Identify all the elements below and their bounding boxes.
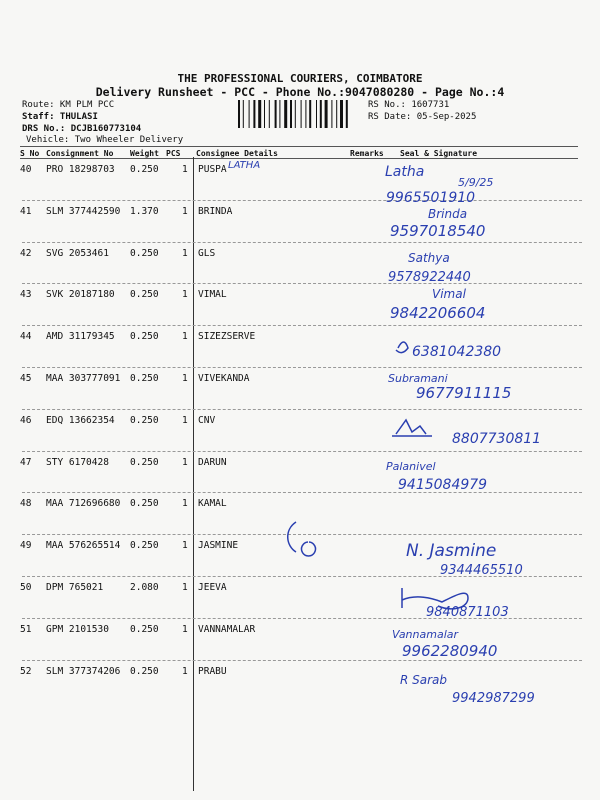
cell-weight: 0.250 (130, 164, 159, 175)
cell-consignee: VIVEKANDA (198, 373, 250, 384)
row-separator (22, 618, 582, 619)
cell-consignment: SVG 2053461 (46, 247, 109, 259)
cell-sno: 47 (20, 456, 32, 468)
cell-pcs: 1 (182, 456, 188, 468)
cell-consignment: AMD 31179345 (46, 331, 115, 343)
row-separator (22, 534, 582, 535)
cell-sno: 41 (20, 205, 32, 217)
cell-consignee: GLS (198, 247, 216, 259)
header-bottom-rule (20, 158, 578, 159)
cell-weight: 0.250 (130, 665, 159, 677)
barcode-bar (269, 100, 270, 128)
cell-pcs: 1 (182, 540, 188, 552)
cell-pcs: 1 (182, 205, 188, 217)
cell-sno: 48 (20, 498, 32, 510)
cell-consignment: EDQ 13662354 (46, 414, 115, 426)
barcode-bar (316, 100, 317, 128)
cell-consignee: VANNAMALAR (198, 623, 256, 635)
cell-sno: 52 (20, 665, 32, 677)
barcode-bar (249, 100, 250, 128)
col-seal: Seal & Signature (400, 149, 478, 158)
sig-46-mark (392, 420, 432, 436)
cell-sno: 40 (20, 164, 32, 175)
cell-sno: 50 (20, 582, 32, 593)
row-separator (22, 325, 582, 326)
consignee-note: LATHA (228, 160, 261, 171)
cell-consignment: MAA 303777091 (46, 373, 121, 384)
cell-weight: 0.250 (130, 623, 159, 635)
sig-42: Sathya (408, 251, 450, 265)
row-separator (22, 660, 582, 661)
cell-consignment: GPM 2101530 (46, 623, 109, 635)
sig-52-phone: 9942987299 (452, 691, 535, 706)
barcode-bar (305, 100, 306, 128)
sig-42-phone: 9578922440 (388, 270, 471, 285)
cell-consignee: BRINDA (198, 205, 233, 217)
runsheet-title: Delivery Runsheet - PCC - Phone No.:9047080280 - Page No.:4 (95, 85, 505, 99)
row-separator (22, 200, 582, 201)
cell-weight: 1.370 (130, 205, 159, 217)
cell-consignment: SLM 377374206 (46, 665, 121, 677)
company-title: THE PROFESSIONAL COURIERS, COIMBATORE (177, 72, 423, 85)
barcode-bar (325, 100, 328, 128)
sig-47: Palanivel (386, 460, 436, 473)
cell-pcs: 1 (182, 164, 188, 175)
cell-sno: 43 (20, 289, 32, 301)
cell-consignee: JEEVA (198, 582, 227, 593)
cell-consignment: SVK 20187180 (46, 289, 115, 301)
cell-consignee: CNV (198, 414, 216, 426)
sig-49: N. Jasmine (406, 541, 497, 561)
sig-50-mark (402, 588, 468, 609)
barcode-bar (284, 100, 287, 128)
sig-40-phone: 9965501910 (386, 190, 476, 206)
barcode-bar (253, 100, 255, 128)
sig-43-phone: 9842206604 (390, 304, 486, 322)
barcode-bar (346, 100, 348, 128)
cell-consignee: JASMINE (198, 540, 239, 552)
sig-41: Brinda (428, 207, 468, 221)
sig-47-phone: 9415084979 (398, 477, 488, 493)
route: Route: KM PLM PCC (22, 100, 115, 110)
cell-pcs: 1 (182, 498, 188, 510)
col-remarks: Remarks (350, 149, 384, 158)
col-sno: S No (20, 149, 40, 158)
cell-sno: 46 (20, 414, 32, 426)
row-separator (22, 492, 582, 493)
cell-consignee: PUSPA (198, 164, 227, 175)
row-separator (22, 367, 582, 368)
cell-consignee: DARUN (198, 456, 227, 468)
cell-sno: 45 (20, 373, 32, 384)
sig-40: Latha (385, 164, 425, 180)
sig-45: Subramani (388, 372, 448, 385)
vehicle: Vehicle: Two Wheeler Delivery (26, 135, 184, 145)
barcode (238, 100, 364, 128)
row-separator (22, 242, 582, 243)
cell-consignment: DPM 765021 (46, 582, 104, 593)
barcode-bar (279, 100, 280, 128)
sig-44-phone: 6381042380 (412, 344, 502, 360)
cell-pcs: 1 (182, 289, 188, 301)
consignee-column-rule (193, 157, 194, 791)
col-consignment: Consignment No (46, 149, 114, 158)
barcode-bar (243, 100, 244, 128)
cell-pcs: 1 (182, 665, 188, 677)
cell-sno: 44 (20, 331, 32, 343)
cell-weight: 0.250 (130, 414, 159, 426)
cell-consignee: VIMAL (198, 289, 227, 301)
cell-consignment: MAA 576265514 (46, 540, 121, 552)
cell-weight: 0.250 (130, 331, 159, 343)
cell-weight: 0.250 (130, 289, 159, 301)
barcode-bar (301, 100, 302, 128)
barcode-bar (320, 100, 322, 128)
sig-44-mark (396, 342, 408, 353)
table-top-rule (20, 146, 578, 147)
barcode-bar (331, 100, 332, 128)
cell-pcs: 1 (182, 582, 188, 593)
row-separator (22, 451, 582, 452)
sig-41-phone: 9597018540 (390, 222, 486, 240)
barcode-bar (275, 100, 277, 128)
barcode-bar (258, 100, 261, 128)
drs-number: DRS No.: DCJB160773104 (22, 124, 142, 134)
sig-43: Vimal (432, 287, 466, 301)
cell-sno: 51 (20, 623, 32, 635)
cell-sno: 42 (20, 247, 32, 259)
cell-pcs: 1 (182, 331, 188, 343)
cell-sno: 49 (20, 540, 32, 552)
stamp-mark (288, 522, 316, 556)
cell-consignee: SIZEZSERVE (198, 331, 256, 343)
sig-45-phone: 9677911115 (416, 384, 512, 402)
col-consignee: Consignee Details (196, 149, 278, 158)
row-separator (22, 283, 582, 284)
sig-40-date: 5/9/25 (458, 176, 494, 189)
sig-49-phone: 9344465510 (440, 563, 523, 578)
sig-50-phone: 9840871103 (426, 605, 509, 620)
barcode-bar (340, 100, 343, 128)
cell-consignee: PRABU (198, 665, 227, 677)
row-separator (22, 576, 582, 577)
cell-pcs: 1 (182, 623, 188, 635)
barcode-bar (238, 100, 240, 128)
col-weight: Weight (130, 149, 159, 158)
cell-consignee: KAMAL (198, 498, 227, 510)
rs-date: RS Date: 05-Sep-2025 (368, 112, 477, 122)
barcode-bar (295, 100, 296, 128)
cell-weight: 0.250 (130, 373, 159, 384)
barcode-bar (309, 100, 311, 128)
cell-pcs: 1 (182, 247, 188, 259)
sig-46-phone: 8807730811 (452, 431, 542, 447)
cell-pcs: 1 (182, 414, 188, 426)
cell-weight: 0.250 (130, 498, 159, 510)
sig-51-phone: 9962280940 (402, 642, 498, 660)
cell-weight: 2.080 (130, 582, 159, 593)
cell-weight: 0.250 (130, 247, 159, 259)
row-separator (22, 409, 582, 410)
cell-weight: 0.250 (130, 540, 159, 552)
cell-consignment: MAA 712696680 (46, 498, 121, 510)
cell-consignment: PRO 18298703 (46, 164, 115, 175)
cell-weight: 0.250 (130, 456, 159, 468)
barcode-bar (290, 100, 292, 128)
cell-pcs: 1 (182, 373, 188, 384)
sig-52: R Sarab (400, 673, 448, 687)
col-pcs: PCS (166, 149, 181, 158)
barcode-bar (264, 100, 265, 128)
cell-consignment: SLM 377442590 (46, 205, 121, 217)
barcode-bar (336, 100, 337, 128)
sig-51: Vannamalar (392, 628, 459, 641)
rs-number: RS No.: 1607731 (368, 100, 450, 110)
cell-consignment: STY 6170428 (46, 456, 109, 468)
staff: Staff: THULASI (22, 112, 98, 122)
